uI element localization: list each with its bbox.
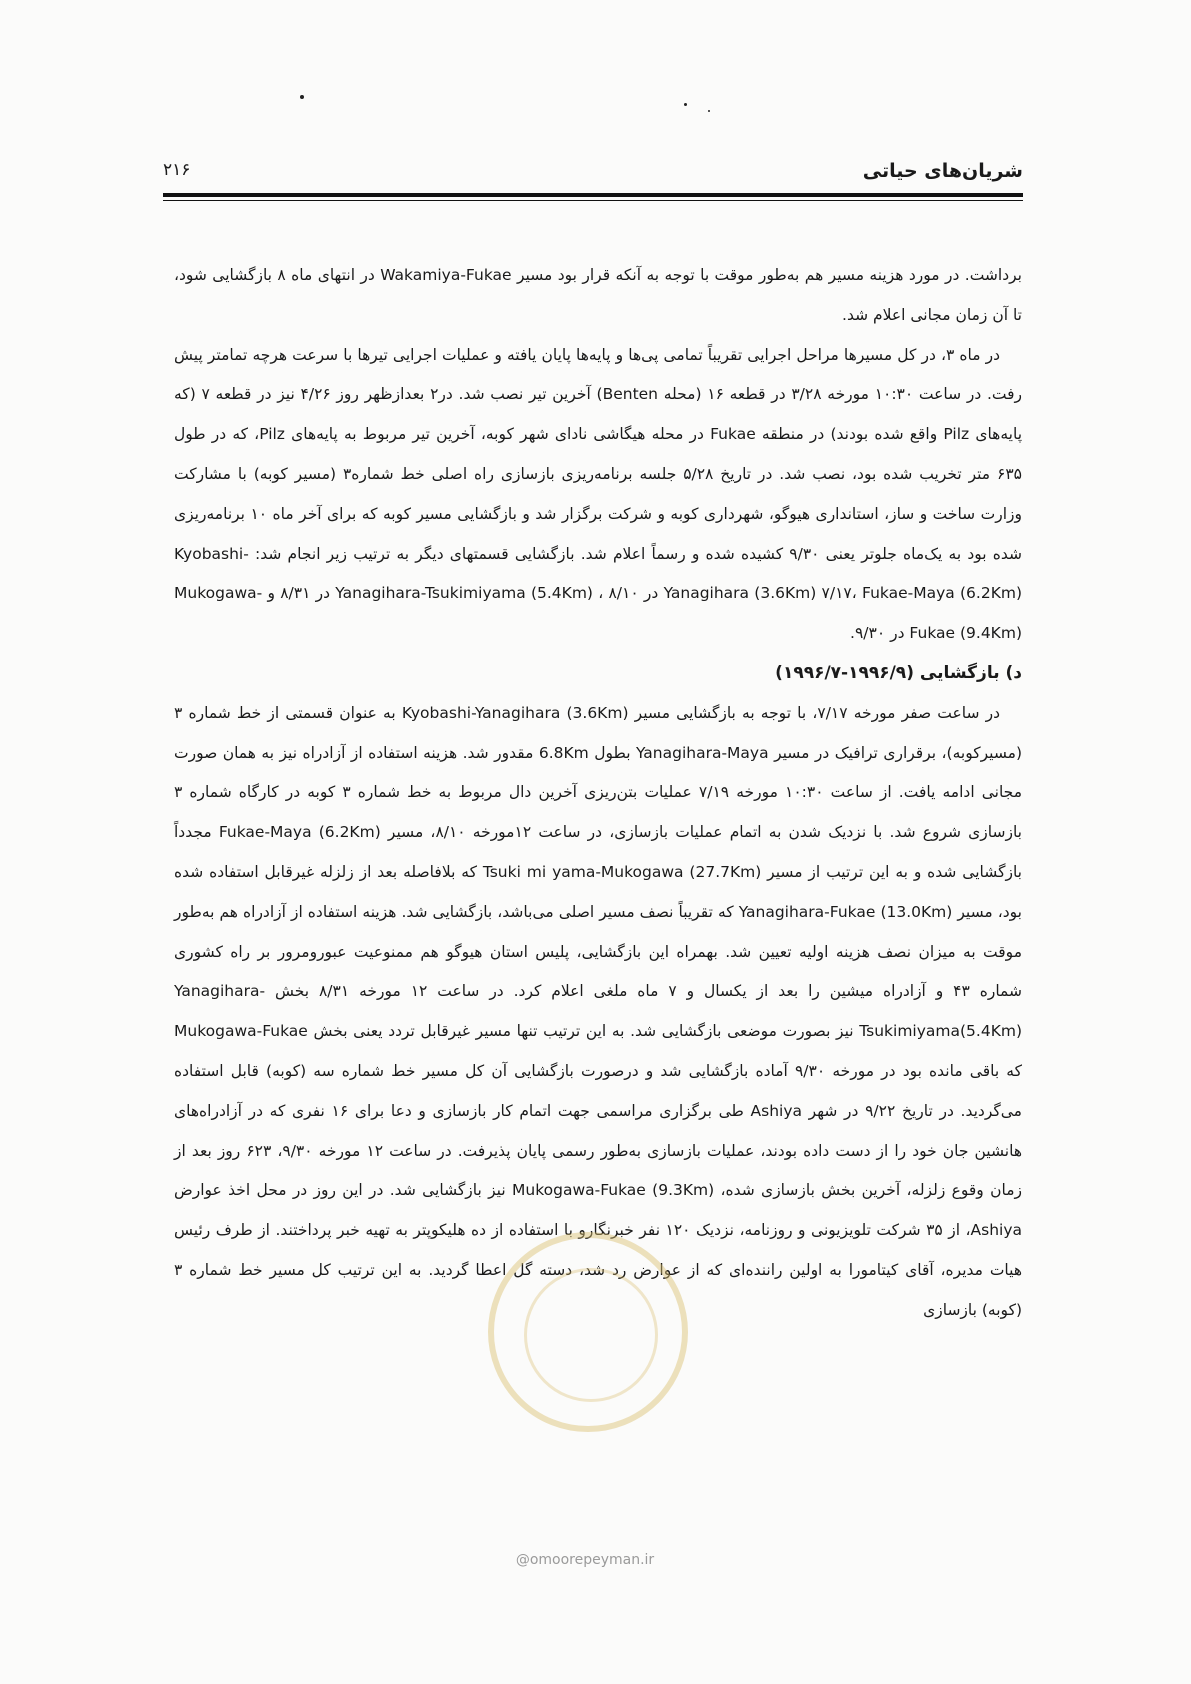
watermark-url: @omoorepeyman.ir xyxy=(515,1552,655,1568)
paragraph: برداشت. در مورد هزینه مسیر هم به‌طور موقت با توجه به آنکه قرار بود مسیر Wakamiya-Fukae در انتهای ماه ۸ بازگشایی شود، تا آن زمان مجانی اعلام شد. xyxy=(174,266,1022,324)
header-rule-thin xyxy=(163,200,1023,201)
page-number: ۲۱۶ xyxy=(163,160,191,180)
paragraph: در ساعت صفر مورخه ۷/۱۷، با توجه به بازگشایی مسیر Kyobashi-Yanagihara (3.6Km) به عنوان قسمتی از خط شماره ۳ (مسیرکوبه)، برقراری ترافیک در مسیر Yanagihara-Maya بطول 6.8Km مقدور شد. هزینه استفاده از آزادراه نیز به همان صورت مجانی ادامه یافت. از ساعت ۱۰:۳۰ مورخه ۷/۱۹ عملیات بتن‌ریزی آخرین دال مربوط به خط شماره ۳ کوبه در کارگاه شماره ۳ بازسازی شروع شد. با نزدیک شدن به اتمام عملیات بازسازی، در ساعت ۱۲مورخه ۸/۱۰، مسیر Fukae-Maya (6.2Km) مجدداً بازگشایی شده و به این ترتیب از مسیر Tsuki mi yama-Mukogawa (27.7Km) که بلافاصله بعد از زلزله غیرقابل استفاده شده بود، مسیر Yanagihara-Fukae (13.0Km) که تقریباً نصف مسیر اصلی می‌باشد، بازگشایی شد. هزینه استفاده از آزادراه هم به‌طور موقت به میزان نصف هزینه اولیه تعیین شد. بهمراه این بازگشایی، پلیس استان هیوگو هم ممنوعیت عبورومرور بر راه کشوری شماره ۴۳ و آزادراه میشین را بعد از یکسال و ۷ ماه ملغی اعلام کرد. در ساعت ۱۲ مورخه ۸/۳۱ بخش Yanagihara-Tsukimiyama(5.4Km) نیز بصورت موضعی بازگشایی شد. به این ترتیب تنها مسیر غیرقابل تردد یعنی بخش Mukogawa-Fukae که باقی مانده بود در مورخه ۹/۳۰ آماده بازگشایی شد و درصورت بازگشایی آن کل مسیر خط شماره سه (کوبه) قابل استفاده می‌گردید. در تاریخ ۹/۲۲ در شهر Ashiya طی برگزاری مراسمی جهت اتمام کار بازسازی و دعا برای ۱۶ نفری که در آزادراه‌های هانشین جان خود را از دست داده بودند، عملیات بازسازی به‌طور رسمی پایان پذیرفت. در ساعت ۱۲ مورخه ۹/۳۰، ۶۲۳ روز بعد از زمان وقوع زلزله، آخرین بخش بازسازی شده، Mukogawa-Fukae (9.3Km) نیز بازگشایی شد. در این روز در محل اخذ عوارض Ashiya، از ۳۵ شرکت تلویزیونی و روزنامه، نزدیک ۱۲۰ نفر خبرنگارو با استفاده از ده هلیکوپتر به تهیه خبر پرداختند. از طرف رئیس هیات مدیره، آقای کیتامورا به اولین راننده‌ای که از عوارض رد شد، دسته گل اعطا گردید. به این ترتیب کل مسیر خط شماره ۳ (کوبه) بازسازی xyxy=(174,703,1022,1319)
running-header xyxy=(163,160,1023,190)
header-title: شریان‌های حیاتی xyxy=(862,160,1023,182)
watermark-seal-inner xyxy=(524,1268,658,1402)
page-body xyxy=(174,256,1022,1331)
header-rule xyxy=(163,193,1023,197)
scan-speck xyxy=(684,103,687,106)
watermark-seal xyxy=(488,1232,688,1432)
scan-speck xyxy=(300,95,304,99)
scan-speck xyxy=(708,110,710,112)
paragraph: در ماه ۳، در کل مسیرها مراحل اجرایی تقریباً تمامی پی‌ها و پایه‌ها پایان یافته و عملیات اجرایی تیرها با سرعت هرچه تمامتر پیش رفت. در ساعت ۱۰:۳۰ مورخه ۳/۲۸ در قطعه ۱۶ (محله Benten) آخرین تیر نصب شد. در۲ بعدازظهر روز ۴/۲۶ نیز در قطعه ۷ (که پایه‌های Pilz واقع شده بودند) در منطقه Fukae در محله هیگاشی نادای شهر کوبه، آخرین تیر مربوط به پایه‌های Pilz، که در طول ۶۳۵ متر تخریب شده بود، نصب شد. در تاریخ ۵/۲۸ جلسه برنامه‌ریزی بازسازی راه اصلی خط شماره۳ (مسیر کوبه) با مشارکت وزارت ساخت و ساز، استانداری هیوگو، شهرداری کوبه و شرکت برگزار شد و بازگشایی مسیر کوبه که برای آخر ماه ۱۰ برنامه‌ریزی شده بود به یک‌ماه جلوتر یعنی ۹/۳۰ کشیده شده و رسماً اعلام شد. بازگشایی قسمتهای دیگر به ترتیب زیر انجام شد: Kyobashi-Yanagihara (3.6Km) ۷/۱۷، Fukae-Maya (6.2Km) در ۸/۱۰ ، Yanagihara-Tsukimiyama (5.4Km) در ۸/۳۱ و Mukogawa-Fukae (9.4Km) در ۹/۳۰. xyxy=(174,345,1023,643)
section-heading: د) بازگشایی (۱۹۹۶/۹-۱۹۹۶/۷) xyxy=(775,662,1022,683)
